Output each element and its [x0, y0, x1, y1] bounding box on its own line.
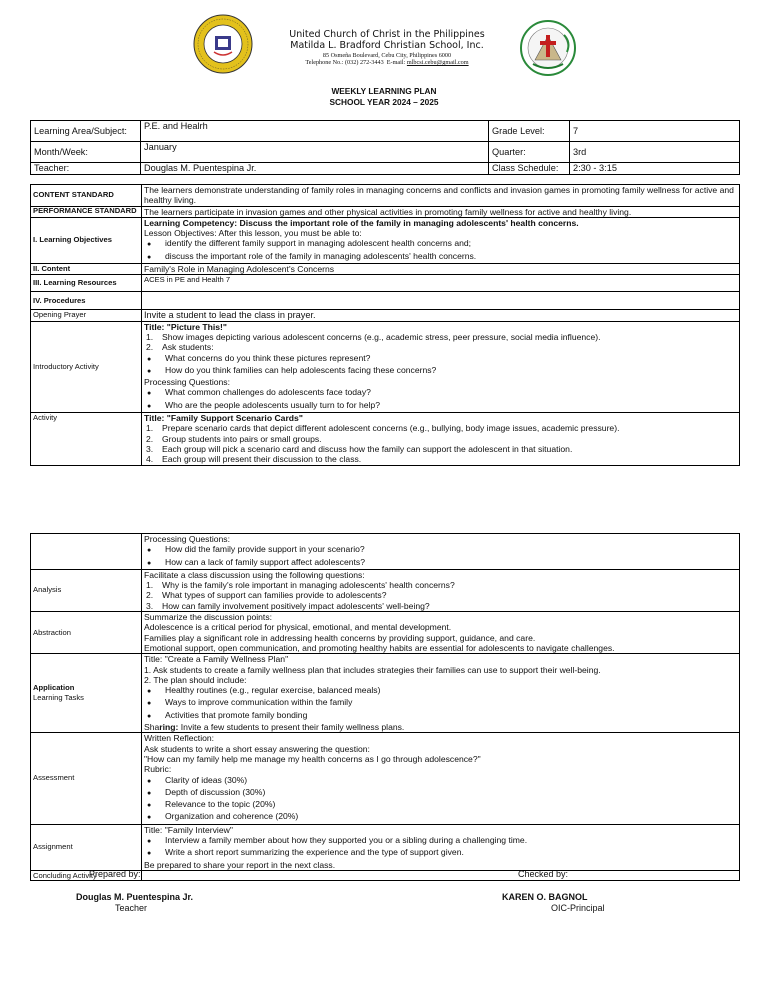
assessment-label: Assessment	[31, 733, 142, 824]
assignment-title: Title: "Family Interview"	[144, 824, 233, 835]
content-text: Family's Role in Managing Adolescent's Concerns	[142, 264, 740, 275]
list-item: ● Write a short report summarizing the experience and the type of support given.	[144, 847, 737, 859]
table-row	[31, 824, 740, 870]
list-item: ● What common challenges do adolescents face today?	[144, 387, 737, 399]
table-row	[31, 217, 740, 263]
plan-table	[30, 184, 740, 466]
schedule-value: 2:30 - 3:15	[570, 163, 740, 175]
processing-questions-label: Processing Questions:	[144, 377, 230, 388]
email-link[interactable]: mlbcsi.cebu@gmail.com	[406, 59, 469, 66]
abstraction-line: Adolescence is a critical period for physical, emotional, and mental development.	[144, 622, 452, 633]
list-item: ● Activities that promote family bonding	[144, 710, 737, 722]
list-item: 3. How can family involvement positively impact adolescents' well-being?	[146, 600, 430, 611]
document-title	[0, 86, 768, 108]
processing-questions-label: Processing Questions:	[144, 534, 230, 544]
analysis-intro: Facilitate a class discussion using the following questions:	[144, 569, 365, 580]
procedures-label: IV. Procedures	[31, 292, 142, 310]
prepared-label: Prepared by:	[89, 869, 141, 879]
analysis-cell	[142, 569, 740, 611]
assessment-line: Written Reflection:	[144, 733, 215, 744]
intro-title: Title: "Picture This!"	[144, 321, 227, 332]
opening-text: Invite a student to lead the class in prayer.	[142, 310, 740, 321]
table-row	[31, 206, 740, 217]
list-item: 2. Group students into pairs or small groups.	[146, 433, 322, 444]
list-item: 1. Show images depicting various adolescent concerns (e.g., academic stress, peer pressure, social media influence).	[146, 331, 601, 342]
list-item: ● Depth of discussion (30%)	[144, 787, 737, 799]
school-seal-logo	[192, 14, 254, 74]
abstraction-label: Abstraction	[31, 612, 142, 654]
application-sublabel: Learning Tasks	[33, 693, 84, 703]
list-item: ● identify the different family support in managing adolescent health concerns and;	[144, 238, 737, 250]
intro-cell	[142, 321, 740, 412]
grade-value: 7	[570, 121, 740, 142]
table-row	[31, 612, 740, 654]
activity-cell	[142, 413, 740, 465]
abstraction-line: Families play a significant role in addressing health concerns by providing support, guidance, and care.	[144, 632, 536, 643]
list-item: 2. The plan should include:	[144, 674, 247, 685]
learning-area-label: Learning Area/Subject:	[31, 121, 141, 142]
month-label: Month/Week:	[31, 142, 141, 163]
list-item: ● Clarity of ideas (30%)	[144, 775, 737, 787]
assessment-line: "How can my family help me manage my health concerns as I go through adolescence?"	[144, 753, 481, 764]
table-row	[31, 185, 740, 207]
contact-line	[282, 59, 492, 66]
application-label-cell	[31, 654, 142, 733]
list-item: ● What concerns do you think these pictures represent?	[144, 353, 737, 365]
prepared-name: Douglas M. Puentespina Jr.	[76, 892, 194, 902]
table-row	[31, 569, 740, 611]
table-row	[31, 264, 740, 275]
application-label: Application	[33, 683, 75, 692]
sharing-line: Sharing: Invite a few students to present their family wellness plans.	[144, 722, 405, 733]
list-item: 4. Each group will present their discussion to the class.	[146, 454, 362, 465]
abstraction-cell	[142, 612, 740, 654]
info-table	[30, 120, 740, 175]
assessment-cell	[142, 733, 740, 824]
objectives-cell	[142, 217, 740, 263]
opening-label: Opening Prayer	[31, 310, 142, 321]
content-standard-text: The learners demonstrate understanding of family roles in managing concerns and conflicts and invasion games in promoting family wellness for active and healthy living.	[142, 185, 740, 207]
abstraction-line: Summarize the discussion points:	[144, 612, 273, 623]
content-label: II. Content	[31, 264, 142, 275]
title-line1: WEEKLY LEARNING PLAN	[331, 86, 437, 96]
table-row	[31, 534, 740, 570]
list-item: 2. What types of support can families provide to adolescents?	[146, 590, 387, 601]
objectives-label: I. Learning Objectives	[31, 217, 142, 263]
list-item: ● Who are the people adolescents usually turn to for help?	[144, 400, 737, 412]
title-line2: SCHOOL YEAR 2024 – 2025	[329, 97, 439, 107]
activity-title: Title: "Family Support Scenario Cards"	[144, 413, 303, 424]
list-item: ● How do you think families can help adolescents facing these concerns?	[144, 365, 737, 377]
list-item: ● Interview a family member about how they supported you or a sibling during a challenging time.	[144, 835, 737, 847]
list-item: ● Relevance to the topic (20%)	[144, 799, 737, 811]
activity-label: Activity	[31, 413, 142, 465]
list-item: ● discuss the important role of the family in managing adolescents' health concerns.	[144, 251, 737, 263]
resources-label: III. Learning Resources	[31, 275, 142, 292]
prepared-role: Teacher	[115, 903, 148, 913]
list-item: ● How did the family provide support in your scenario?	[144, 544, 737, 556]
objectives-intro: Lesson Objectives: After this lesson, you must be able to:	[144, 228, 362, 239]
checked-name: KAREN O. BAGNOL	[502, 892, 588, 902]
table-row	[31, 654, 740, 733]
checked-label: Checked by:	[518, 869, 569, 879]
analysis-label: Analysis	[31, 569, 142, 611]
list-item: 3. Each group will pick a scenario card and discuss how the family can support the adolescent in that situation.	[146, 443, 573, 454]
list-item: ● Ways to improve communication within the family	[144, 697, 737, 709]
learning-area-value: P.E. and Healrh	[141, 121, 489, 142]
table-row	[31, 413, 740, 465]
list-item: 1. Ask students to create a family wellness plan that includes strategies their families can use to support their well-being.	[144, 664, 601, 675]
rubric-label: Rubric:	[144, 764, 172, 775]
list-item: ● Organization and coherence (20%)	[144, 811, 737, 823]
org-line1: United Church of Christ in the Philippines	[289, 29, 485, 40]
list-item: 1. Why is the family's role important in managing adolescents' health concerns?	[146, 580, 455, 591]
checked-role: OIC-Principal	[551, 903, 605, 913]
list-item: ● How can a lack of family support affect adolescents?	[144, 557, 737, 569]
list-item: ● Healthy routines (e.g., regular exercise, balanced meals)	[144, 685, 737, 697]
table-row	[31, 310, 740, 321]
list-item: 2. Ask students:	[146, 342, 214, 353]
grade-label: Grade Level:	[489, 121, 570, 142]
table-row	[31, 292, 740, 310]
plan-table-continued	[30, 533, 740, 881]
table-row	[31, 275, 740, 292]
school-address: 85 Osmeña Boulevard, Cebu City, Philippines 6000	[322, 52, 452, 59]
table-row	[31, 733, 740, 824]
application-title: Title: "Create a Family Wellness Plan"	[144, 654, 289, 665]
performance-standard-label: PERFORMANCE STANDARD	[31, 206, 142, 217]
assignment-label: Assignment	[31, 824, 142, 870]
content-standard-label: CONTENT STANDARD	[31, 185, 142, 207]
teacher-label: Teacher:	[31, 163, 141, 175]
phone: Telephone No.: (032) 272-3443	[305, 59, 384, 66]
competency: Learning Competency: Discuss the important role of the family in managing adolescents' health concerns.	[144, 217, 579, 228]
quarter-label: Quarter:	[489, 142, 570, 163]
application-cell	[142, 654, 740, 733]
performance-standard-text: The learners participate in invasion games and other physical activities in promoting family wellness for active and healthy living.	[142, 206, 740, 217]
intro-label: Introductory Activity	[31, 321, 142, 412]
email-label: E-mail:	[386, 59, 406, 66]
month-value: January	[141, 142, 489, 163]
resources-text: ACES in PE and Health 7	[142, 275, 740, 292]
school-header	[282, 29, 492, 66]
quarter-value: 3rd	[570, 142, 740, 163]
table-row	[31, 321, 740, 412]
assignment-cell	[142, 824, 740, 870]
teacher-value: Douglas M. Puentespina Jr.	[141, 163, 489, 175]
concluding-label: Concluding Activity	[31, 870, 142, 880]
processing-cell	[142, 534, 740, 570]
abstraction-line: Emotional support, open communication, and promoting healthy habits are essential for adolescents to navigate challenges.	[144, 642, 615, 653]
assignment-note: Be prepared to share your report in the next class.	[144, 859, 336, 870]
org-line2: Matilda L. Bradford Christian School, Inc.	[290, 40, 484, 51]
schedule-label: Class Schedule:	[489, 163, 570, 175]
church-logo	[519, 20, 577, 76]
assessment-line: Ask students to write a short essay answering the question:	[144, 743, 370, 754]
list-item: 1. Prepare scenario cards that depict different adolescent concerns (e.g., bullying, body image issues, academic pressure).	[146, 423, 620, 434]
